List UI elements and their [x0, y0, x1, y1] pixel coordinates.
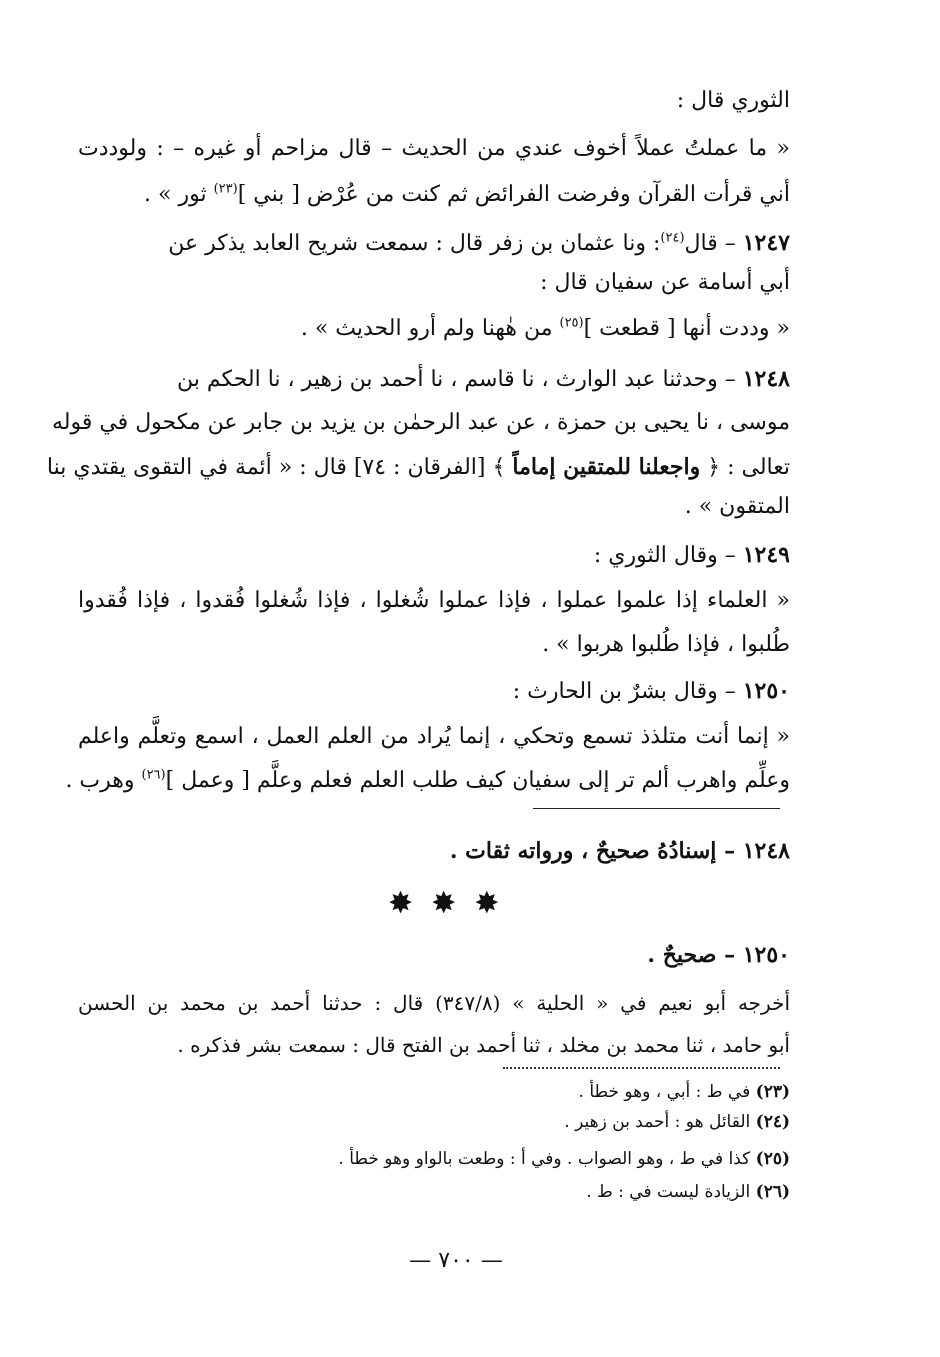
line-text: « وددت أنها [ قطعت ]	[583, 316, 790, 341]
section-divider	[533, 808, 780, 809]
footnote	[200, 1080, 790, 1104]
text-line	[78, 268, 790, 298]
line-text: « إنما أنت متلذذ تسمع وتحكي ، إنما يُراد من العلم العمل ، اسمع وتعلَّم واعلم	[78, 724, 790, 749]
footnote-ref: (٢٤)	[660, 230, 685, 246]
text-line	[46, 452, 790, 483]
footnote-separator	[503, 1067, 780, 1069]
text-line	[51, 408, 790, 438]
line-text: – قال	[684, 231, 743, 256]
narration-line	[78, 540, 790, 571]
text-line	[78, 630, 790, 660]
line-text: – وقال بشرٌ بن الحارث :	[512, 679, 743, 704]
commentary-text: – صحيحٌ .	[647, 942, 743, 968]
footnote-number: (٢٥)	[755, 1149, 790, 1169]
line-text: الثوري قال :	[676, 88, 790, 113]
text-line	[78, 722, 790, 752]
line-text: ثور » .	[144, 182, 214, 207]
line-text: من هٰهنا ولم أرو الحديث » .	[300, 316, 560, 341]
line-text: المتقون » .	[684, 494, 790, 519]
quran-verse: واجعلنا للمتقين إماماً	[512, 454, 701, 480]
line-text: طُلبوا ، فإذا طُلبوا هربوا » .	[542, 632, 790, 657]
text-line	[78, 134, 790, 164]
line-text: أني قرأت القرآن وفرضت الفرائض ثم كنت من عُرْض [ بني ]	[237, 182, 790, 207]
commentary-line	[78, 1030, 790, 1060]
footnote-text: في ط : أبي ، وهو خطأ .	[578, 1082, 751, 1102]
text-line	[78, 180, 790, 210]
commentary-heading	[78, 836, 790, 866]
line-text: « ما عملتُ عملاً أخوف عندي من الحديث – قال مزاحم أو غيره – : ولوددت	[78, 136, 790, 161]
text-line	[78, 492, 790, 522]
stars-ornament: ✸✸✸	[388, 886, 518, 921]
footnote-ref: (٢٥)	[559, 315, 584, 331]
commentary-number: ١٢٥٠	[742, 942, 790, 968]
footnote-ref: (٢٦)	[141, 767, 166, 783]
footnote-text: القائل هو : أحمد بن زهير .	[564, 1112, 751, 1132]
commentary-text: – إسنادُهُ صحيحٌ ، ورواته ثقات .	[449, 838, 743, 864]
narration-line	[78, 364, 790, 395]
text-line	[78, 586, 790, 616]
text-line	[78, 86, 790, 116]
page-number: — ٧٠٠ —	[409, 1248, 503, 1273]
narration-number: ١٢٤٧	[742, 230, 790, 256]
text-line	[65, 766, 790, 796]
footnote-number: (٢٤)	[755, 1112, 790, 1132]
footnote-ref: (٢٣)	[213, 181, 238, 197]
footnote	[200, 1180, 790, 1204]
narration-line	[78, 228, 790, 259]
line-text: أبي أسامة عن سفيان قال :	[540, 270, 790, 295]
narration-number: ١٢٤٩	[742, 542, 790, 568]
narration-number: ١٢٤٨	[742, 366, 790, 392]
footnote	[200, 1147, 790, 1171]
footnote-text: الزيادة ليست في : ط .	[586, 1182, 751, 1202]
line-text: موسى ، نا يحيى بن حمزة ، عن عبد الرحمٰن بن يزيد بن جابر عن مكحول في قوله	[51, 410, 790, 435]
commentary-line	[78, 988, 790, 1018]
line-text: تعالى : ﴿	[700, 455, 790, 480]
line-text: – وحدثنا عبد الوارث ، نا قاسم ، نا أحمد بن زهير ، نا الحكم بن	[177, 367, 743, 392]
line-text: وهرب .	[65, 768, 142, 793]
commentary-text: أبو حامد ، ثنا محمد بن مخلد ، ثنا أحمد بن الفتح قال : سمعت بشر فذكره .	[177, 1033, 790, 1057]
text-line	[78, 314, 790, 344]
narration-line	[78, 676, 790, 707]
footnote-number: (٢٣)	[755, 1082, 790, 1102]
commentary-number: ١٢٤٨	[742, 838, 790, 864]
commentary-text: أخرجه أبو نعيم في « الحلية » (٣٤٧/٨) قال : حدثنا أحمد بن محمد بن الحسن	[78, 991, 790, 1015]
footnote-text: كذا في ط ، وهو الصواب . وفي أ : وطعت بالواو وهو خطأ .	[338, 1149, 751, 1169]
line-text: « العلماء إذا علموا عملوا ، فإذا عملوا شُغلوا ، فإذا شُغلوا فُقدوا ، فإذا فُقدوا	[78, 588, 790, 613]
footnote-number: (٢٦)	[755, 1182, 790, 1202]
line-text: : ونا عثمان بن زفر قال : سمعت شريح العابد يذكر عن	[168, 231, 661, 256]
commentary-heading	[78, 940, 790, 970]
line-text: وعلِّم واهرب ألم تر إلى سفيان كيف طلب العلم فعلم وعلَّم [ وعمل ]	[165, 768, 790, 793]
footnote	[200, 1110, 790, 1134]
narration-number: ١٢٥٠	[742, 678, 790, 704]
line-text: – وقال الثوري :	[593, 543, 743, 568]
line-text: ﴾ [الفرقان : ٧٤] قال : « أئمة في التقوى يقتدي بنا	[46, 455, 513, 480]
